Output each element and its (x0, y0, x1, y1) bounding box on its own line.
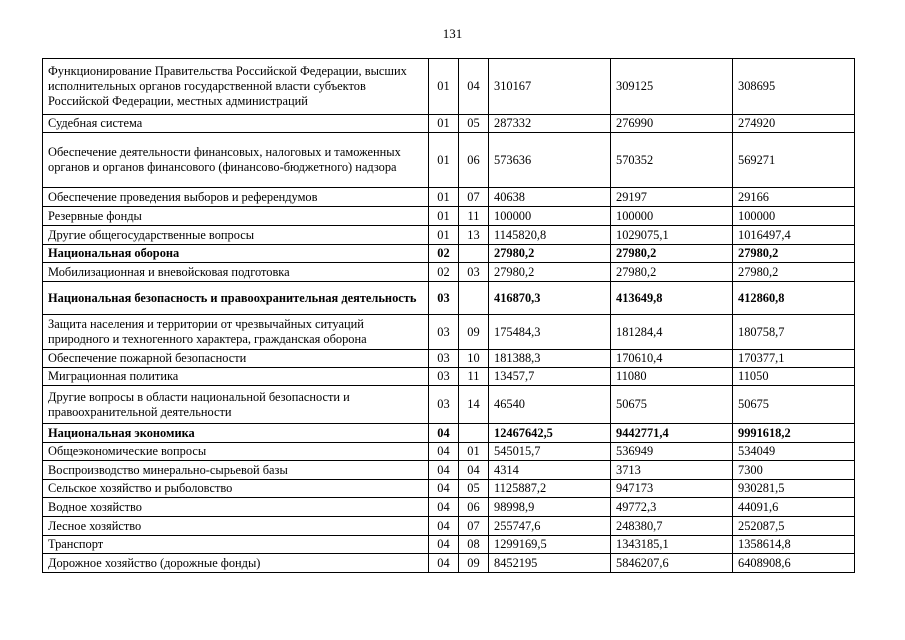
section-code-cell: 04 (429, 480, 459, 498)
value-3-cell: 1016497,4 (733, 226, 855, 245)
table-row (43, 350, 855, 368)
table-row (43, 133, 855, 188)
value-1-cell: 175484,3 (489, 315, 611, 350)
value-2-cell: 413649,8 (611, 282, 733, 315)
subsection-code-cell: 09 (459, 554, 489, 573)
row-name-cell: Национальная безопасность и правоохранительная деятельность (43, 282, 429, 315)
value-2-cell: 170610,4 (611, 350, 733, 368)
value-1-cell: 255747,6 (489, 517, 611, 536)
subsection-code-cell: 03 (459, 263, 489, 282)
value-2-cell: 50675 (611, 386, 733, 424)
section-code-cell: 03 (429, 315, 459, 350)
table-row (43, 226, 855, 245)
row-name-cell: Национальная экономика (43, 424, 429, 443)
value-1-cell: 12467642,5 (489, 424, 611, 443)
value-3-cell: 170377,1 (733, 350, 855, 368)
value-3-cell: 308695 (733, 59, 855, 115)
section-code-cell: 03 (429, 350, 459, 368)
subsection-code-cell: 14 (459, 386, 489, 424)
value-2-cell: 27980,2 (611, 245, 733, 263)
value-3-cell: 100000 (733, 207, 855, 226)
value-2-cell: 181284,4 (611, 315, 733, 350)
value-1-cell: 287332 (489, 115, 611, 133)
subsection-code-cell: 11 (459, 207, 489, 226)
value-3-cell: 7300 (733, 461, 855, 480)
table-row (43, 461, 855, 480)
value-1-cell: 573636 (489, 133, 611, 188)
value-3-cell: 27980,2 (733, 245, 855, 263)
subsection-code-cell: 10 (459, 350, 489, 368)
table-row (43, 536, 855, 554)
value-3-cell: 9991618,2 (733, 424, 855, 443)
value-1-cell: 416870,3 (489, 282, 611, 315)
row-name-cell: Дорожное хозяйство (дорожные фонды) (43, 554, 429, 573)
subsection-code-cell: 05 (459, 480, 489, 498)
section-code-cell: 01 (429, 188, 459, 207)
value-2-cell: 248380,7 (611, 517, 733, 536)
row-name-cell: Мобилизационная и вневойсковая подготовка (43, 263, 429, 282)
section-code-cell: 04 (429, 536, 459, 554)
row-name-cell: Водное хозяйство (43, 498, 429, 517)
value-1-cell: 545015,7 (489, 443, 611, 461)
value-3-cell: 11050 (733, 368, 855, 386)
table-row (43, 315, 855, 350)
section-code-cell: 04 (429, 443, 459, 461)
section-code-cell: 03 (429, 368, 459, 386)
value-2-cell: 27980,2 (611, 263, 733, 282)
table-row (43, 207, 855, 226)
table-row (43, 263, 855, 282)
subsection-code-cell: 06 (459, 498, 489, 517)
page-number: 131 (442, 26, 463, 41)
value-3-cell: 50675 (733, 386, 855, 424)
section-code-cell: 02 (429, 263, 459, 282)
value-3-cell: 1358614,8 (733, 536, 855, 554)
value-2-cell: 309125 (611, 59, 733, 115)
value-2-cell: 570352 (611, 133, 733, 188)
table-row (43, 443, 855, 461)
value-3-cell: 569271 (733, 133, 855, 188)
table-row (43, 386, 855, 424)
section-code-cell: 04 (429, 554, 459, 573)
row-name-cell: Резервные фонды (43, 207, 429, 226)
row-name-cell: Защита населения и территории от чрезвычайных ситуаций природного и техногенного характера, гражданская оборона (43, 315, 429, 350)
value-1-cell: 100000 (489, 207, 611, 226)
value-1-cell: 27980,2 (489, 263, 611, 282)
value-1-cell: 181388,3 (489, 350, 611, 368)
value-1-cell: 27980,2 (489, 245, 611, 263)
budget-table (42, 58, 855, 573)
row-name-cell: Лесное хозяйство (43, 517, 429, 536)
table-row (43, 517, 855, 536)
row-name-cell: Обеспечение деятельности финансовых, налоговых и таможенных органов и органов финансового (финансово-бюджетного) надзора (43, 133, 429, 188)
value-2-cell: 11080 (611, 368, 733, 386)
subsection-code-cell: 09 (459, 315, 489, 350)
value-1-cell: 4314 (489, 461, 611, 480)
row-name-cell: Транспорт (43, 536, 429, 554)
row-name-cell: Функционирование Правительства Российской Федерации, высших исполнительных органов государственной власти субъектов Российской Федерации, местных администраций (43, 59, 429, 115)
value-3-cell: 44091,6 (733, 498, 855, 517)
budget-table-body (43, 59, 855, 573)
row-name-cell: Миграционная политика (43, 368, 429, 386)
table-row (43, 59, 855, 115)
value-3-cell: 412860,8 (733, 282, 855, 315)
value-2-cell: 3713 (611, 461, 733, 480)
value-1-cell: 310167 (489, 59, 611, 115)
subsection-code-cell (459, 282, 489, 315)
value-2-cell: 947173 (611, 480, 733, 498)
subsection-code-cell: 01 (459, 443, 489, 461)
table-row (43, 282, 855, 315)
subsection-code-cell: 04 (459, 59, 489, 115)
subsection-code-cell: 04 (459, 461, 489, 480)
table-row (43, 115, 855, 133)
section-code-cell: 03 (429, 282, 459, 315)
value-1-cell: 40638 (489, 188, 611, 207)
section-code-cell: 04 (429, 461, 459, 480)
value-2-cell: 29197 (611, 188, 733, 207)
subsection-code-cell: 11 (459, 368, 489, 386)
value-3-cell: 252087,5 (733, 517, 855, 536)
value-3-cell: 534049 (733, 443, 855, 461)
value-2-cell: 5846207,6 (611, 554, 733, 573)
value-1-cell: 13457,7 (489, 368, 611, 386)
row-name-cell: Общеэкономические вопросы (43, 443, 429, 461)
subsection-code-cell: 07 (459, 188, 489, 207)
row-name-cell: Обеспечение пожарной безопасности (43, 350, 429, 368)
table-row (43, 245, 855, 263)
row-name-cell: Воспроизводство минерально-сырьевой базы (43, 461, 429, 480)
row-name-cell: Судебная система (43, 115, 429, 133)
value-2-cell: 1029075,1 (611, 226, 733, 245)
value-1-cell: 98998,9 (489, 498, 611, 517)
section-code-cell: 03 (429, 386, 459, 424)
row-name-cell: Другие общегосударственные вопросы (43, 226, 429, 245)
value-1-cell: 46540 (489, 386, 611, 424)
section-code-cell: 01 (429, 226, 459, 245)
value-2-cell: 49772,3 (611, 498, 733, 517)
value-2-cell: 536949 (611, 443, 733, 461)
section-code-cell: 01 (429, 115, 459, 133)
value-3-cell: 930281,5 (733, 480, 855, 498)
subsection-code-cell (459, 424, 489, 443)
table-row (43, 188, 855, 207)
value-1-cell: 1145820,8 (489, 226, 611, 245)
section-code-cell: 01 (429, 59, 459, 115)
section-code-cell: 04 (429, 517, 459, 536)
subsection-code-cell: 13 (459, 226, 489, 245)
table-row (43, 368, 855, 386)
value-1-cell: 1299169,5 (489, 536, 611, 554)
section-code-cell: 04 (429, 498, 459, 517)
value-2-cell: 1343185,1 (611, 536, 733, 554)
value-2-cell: 9442771,4 (611, 424, 733, 443)
value-2-cell: 276990 (611, 115, 733, 133)
section-code-cell: 01 (429, 133, 459, 188)
value-3-cell: 29166 (733, 188, 855, 207)
subsection-code-cell: 07 (459, 517, 489, 536)
subsection-code-cell (459, 245, 489, 263)
section-code-cell: 02 (429, 245, 459, 263)
subsection-code-cell: 05 (459, 115, 489, 133)
table-row (43, 498, 855, 517)
row-name-cell: Обеспечение проведения выборов и референдумов (43, 188, 429, 207)
row-name-cell: Сельское хозяйство и рыболовство (43, 480, 429, 498)
value-3-cell: 274920 (733, 115, 855, 133)
subsection-code-cell: 06 (459, 133, 489, 188)
subsection-code-cell: 08 (459, 536, 489, 554)
table-row (43, 480, 855, 498)
section-code-cell: 04 (429, 424, 459, 443)
value-3-cell: 27980,2 (733, 263, 855, 282)
table-row (43, 424, 855, 443)
value-3-cell: 180758,7 (733, 315, 855, 350)
section-code-cell: 01 (429, 207, 459, 226)
row-name-cell: Национальная оборона (43, 245, 429, 263)
table-row (43, 554, 855, 573)
value-1-cell: 8452195 (489, 554, 611, 573)
value-1-cell: 1125887,2 (489, 480, 611, 498)
row-name-cell: Другие вопросы в области национальной безопасности и правоохранительной деятельности (43, 386, 429, 424)
value-2-cell: 100000 (611, 207, 733, 226)
value-3-cell: 6408908,6 (733, 554, 855, 573)
